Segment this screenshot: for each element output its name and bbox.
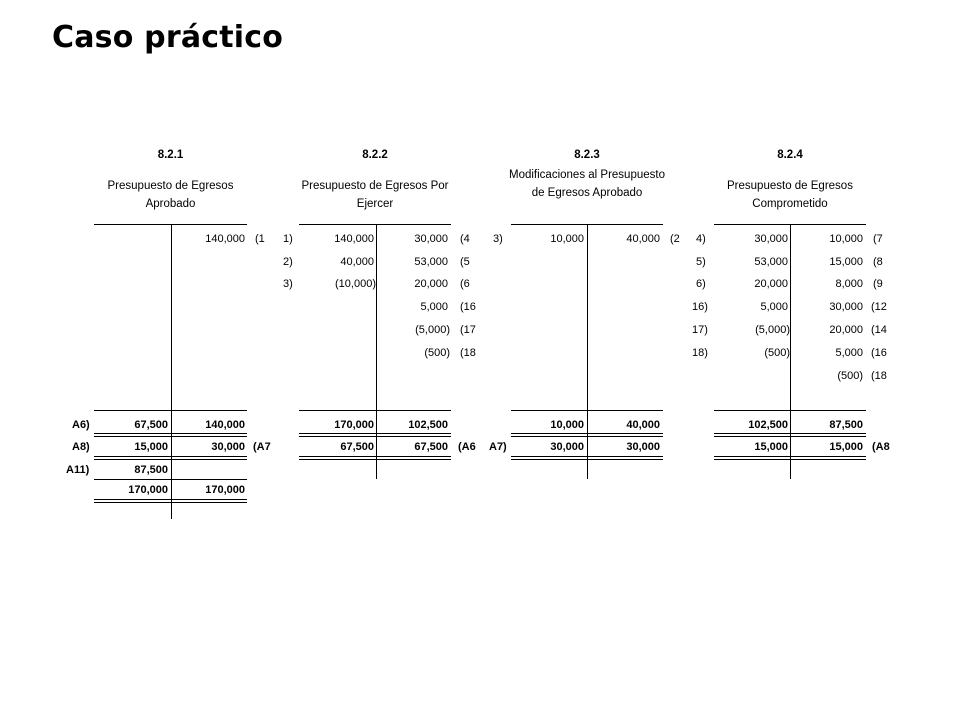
credit-ref: (17 [460,324,476,336]
debit-ref: 17) [692,324,708,336]
account-title: Presupuesto de Egresos Por Ejercer [301,180,449,210]
credit-amount: 140,000 [205,233,245,245]
t-top-line [299,224,451,225]
debit-ref: 18) [692,347,708,359]
debit-amount: 15,000 [754,441,788,453]
debit-ref: 16) [692,301,708,313]
credit-amount: 10,000 [829,233,863,245]
debit-ref: 3) [493,233,503,245]
credit-ref: (A7 [253,441,271,453]
account-code: 8.2.4 [777,149,803,161]
credit-amount: 20,000 [829,324,863,336]
credit-ref: (16 [460,301,476,313]
debit-amount: 5,000 [760,301,788,313]
credit-ref: (1 [255,233,265,245]
debit-amount: 53,000 [754,256,788,268]
account-code: 8.2.1 [157,149,184,161]
credit-amount: 5,000 [420,301,448,313]
double-line [714,456,866,460]
debit-ref: 4) [696,233,706,245]
credit-ref: (18 [871,370,887,382]
debit-ref: A6) [72,419,90,431]
account-code: 8.2.2 [362,149,388,161]
credit-ref: (6 [460,278,470,290]
total-credit: 170,000 [205,484,245,496]
credit-amount: 30,000 [211,441,245,453]
debit-amount: 102,500 [748,419,788,431]
credit-amount: 67,500 [414,441,448,453]
credit-ref: (A8 [872,441,890,453]
account-code: 8.2.3 [574,149,600,161]
debit-amount: 30,000 [550,441,584,453]
credit-amount: (5,000) [415,324,450,336]
double-line [94,499,247,503]
credit-ref: (4 [460,233,470,245]
credit-amount: (500) [837,370,863,382]
sum-line [94,410,247,411]
debit-amount: 10,000 [550,233,584,245]
credit-amount: 20,000 [414,278,448,290]
account-title: Modificaciones al Presupuesto de Egresos Aprobado [509,169,665,199]
debit-amount: 67,500 [134,419,168,431]
debit-ref: A7) [489,441,507,453]
double-line [94,433,247,437]
credit-amount: 30,000 [829,301,863,313]
debit-amount: (10,000) [335,278,376,290]
credit-amount: 40,000 [626,233,660,245]
account-title: Presupuesto de Egresos Comprometido [727,180,853,210]
debit-ref: 5) [696,256,706,268]
credit-ref: (2 [670,233,680,245]
debit-ref: 2) [283,256,293,268]
credit-amount: 102,500 [408,419,448,431]
debit-amount: 15,000 [134,441,168,453]
credit-ref: (A6 [458,441,476,453]
credit-amount: 140,000 [205,419,245,431]
double-line [299,433,451,437]
credit-amount: 40,000 [626,419,660,431]
credit-amount: 30,000 [626,441,660,453]
sum-line [299,410,451,411]
sum-line [714,410,866,411]
debit-amount: (5,000) [755,324,790,336]
credit-amount: 8,000 [835,278,863,290]
t-vertical-line [171,224,172,519]
debit-ref: 1) [283,233,293,245]
credit-ref: (12 [871,301,887,313]
credit-amount: 5,000 [835,347,863,359]
account-title: Presupuesto de Egresos Aprobado [107,180,234,210]
debit-amount: 140,000 [334,233,374,245]
double-line [299,456,451,460]
debit-amount: 30,000 [754,233,788,245]
sum-line [511,410,663,411]
debit-amount: 87,500 [134,464,168,476]
slide-title: Caso práctico [52,20,284,55]
debit-ref: A8) [72,441,90,453]
credit-ref: (18 [460,347,476,359]
double-line [714,433,866,437]
double-line [94,456,247,460]
credit-amount: 87,500 [829,419,863,431]
debit-amount: 67,500 [340,441,374,453]
credit-ref: (9 [873,278,883,290]
credit-ref: (14 [871,324,887,336]
credit-ref: (16 [871,347,887,359]
debit-ref: A11) [66,464,90,476]
credit-amount: 15,000 [829,441,863,453]
credit-ref: (8 [873,256,883,268]
debit-amount: (500) [764,347,790,359]
double-line [511,456,663,460]
debit-ref: 3) [283,278,293,290]
credit-amount: 15,000 [829,256,863,268]
total-debit: 170,000 [128,484,168,496]
credit-ref: (5 [460,256,470,268]
double-line [511,433,663,437]
credit-amount: 53,000 [414,256,448,268]
credit-amount: (500) [424,347,450,359]
debit-amount: 20,000 [754,278,788,290]
total-line [94,479,247,480]
credit-ref: (7 [873,233,883,245]
credit-amount: 30,000 [414,233,448,245]
debit-amount: 10,000 [550,419,584,431]
debit-ref: 6) [696,278,706,290]
debit-amount: 40,000 [340,256,374,268]
debit-amount: 170,000 [334,419,374,431]
